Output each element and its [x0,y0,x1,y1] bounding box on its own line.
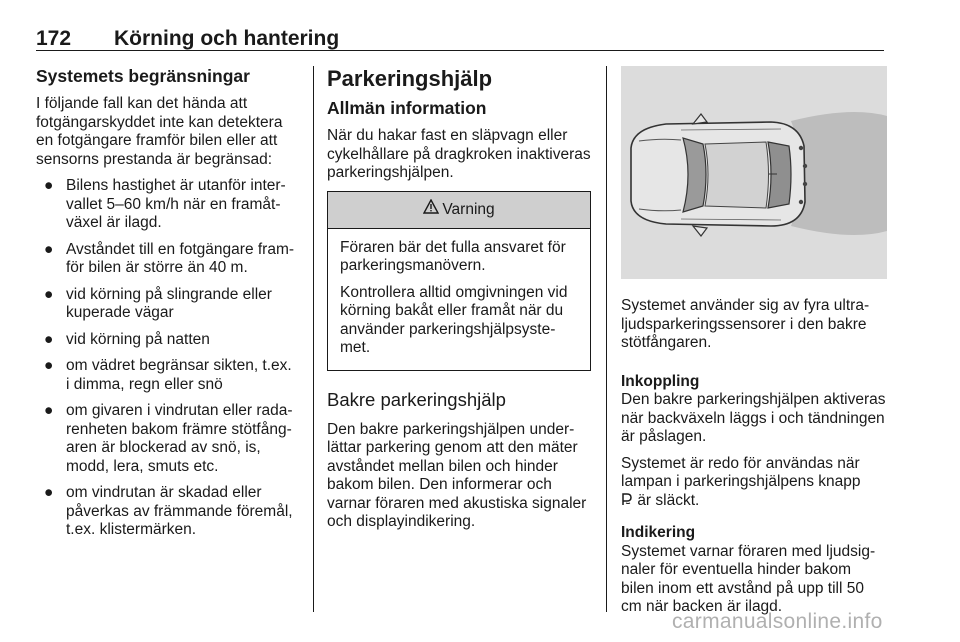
column-divider [313,66,314,612]
bullet-icon: ● [44,484,54,501]
warning-triangle-icon [423,192,439,228]
column-divider [606,66,607,612]
bullet-icon: ● [44,357,54,374]
page-header [36,26,884,51]
list-item: ● vid körning på slingrande eller kuperade vägar [44,285,272,321]
column-limitations [36,66,298,548]
column-rear-parking [621,66,887,625]
column-parking-assist [327,66,591,540]
ready-paragraph: Systemet är redo för användas när lampan i parkeringshjälpens knapp är släckt. [621,454,861,509]
warning-body [328,229,590,370]
bullet-icon: ● [44,330,54,348]
intro-paragraph: I följande fall kan det hända att fotgängarskyddet inte kan detektera en fotgängare framför bilen eller att sensorns prestanda är begränsad: [36,95,283,168]
section-heading: Systemets begränsningar [36,66,250,86]
warning-text: Kontrollera alltid omgivningen vid körning bakåt eller framåt när du använder parkeringshjälpsystemet. [340,283,568,356]
chapter-section-title: Parkeringshjälp [327,66,493,91]
list-item: ● om vädret begränsar sikten, t.ex. i dimma, regn eller snö [44,357,292,393]
bullet-icon: ● [44,177,54,194]
warning-header [328,192,590,229]
general-info-paragraph: När du hakar fast en släpvagn eller cykelhållare på dragkroken inaktiveras parkeringshjälpen. [327,127,591,181]
bullet-icon: ● [44,402,54,419]
car-top-view-illustration [621,66,887,279]
warning-text: Föraren bär det fulla ansvaret för parkeringsmanövern. [340,238,566,274]
list-item: ● Avståndet till en fotgängare framför bilen är större än 40 m. [44,240,295,276]
rear-parking-paragraph: Den bakre parkeringshjälpen underlättar parkering genom att den mäter avståndet mellan bilen och hinder bakom bilen. Den informerar och varnar föraren med akustiska signaler och displayindikering. [327,420,587,530]
parking-assist-icon [621,492,637,509]
indication-paragraph: Systemet varnar föraren med ljudsignaler för eventuella hinder bakom bilen inom ett avstånd på upp till 50 cm när backen är ilagd. [621,542,876,615]
bullet-icon: ● [44,285,54,303]
watermark: carmanualsonline.info [672,610,883,633]
bullet-icon: ● [44,240,54,258]
warning-label: Varning [442,200,495,218]
sensor-paragraph: Systemet använder sig av fyra ultraljudsparkeringssensorer i den bakre stötfångaren. [621,297,870,351]
page-number: 172 [36,27,72,50]
list-item: ● om vindrutan är skadad eller påverkas av främmande föremål, t.ex. klistermärken. [44,484,293,538]
warning-box [327,191,591,371]
list-item: ● Bilens hastighet är utanför intervallet 5–60 km/h när en framåtväxel är ilagd. [44,177,286,231]
activation-paragraph: Den bakre parkeringshjälpen aktiveras när backväxeln läggs i och tändningen är påslagen. [621,391,886,445]
subheading-activation: Inkoppling [621,372,700,390]
list-item: ● om givaren i vindrutan eller radarenheten bakom främre stötfångaren är blockerad av snö, is, modd, lera, smuts etc. [44,402,293,475]
list-item: ● vid körning på natten [44,330,210,348]
chapter-title: Körning och hantering [114,27,340,50]
limitations-list [36,177,298,540]
section-heading: Bakre parkeringshjälp [327,388,506,410]
subheading-indication: Indikering [621,524,696,541]
subsection-heading: Allmän information [327,98,487,118]
